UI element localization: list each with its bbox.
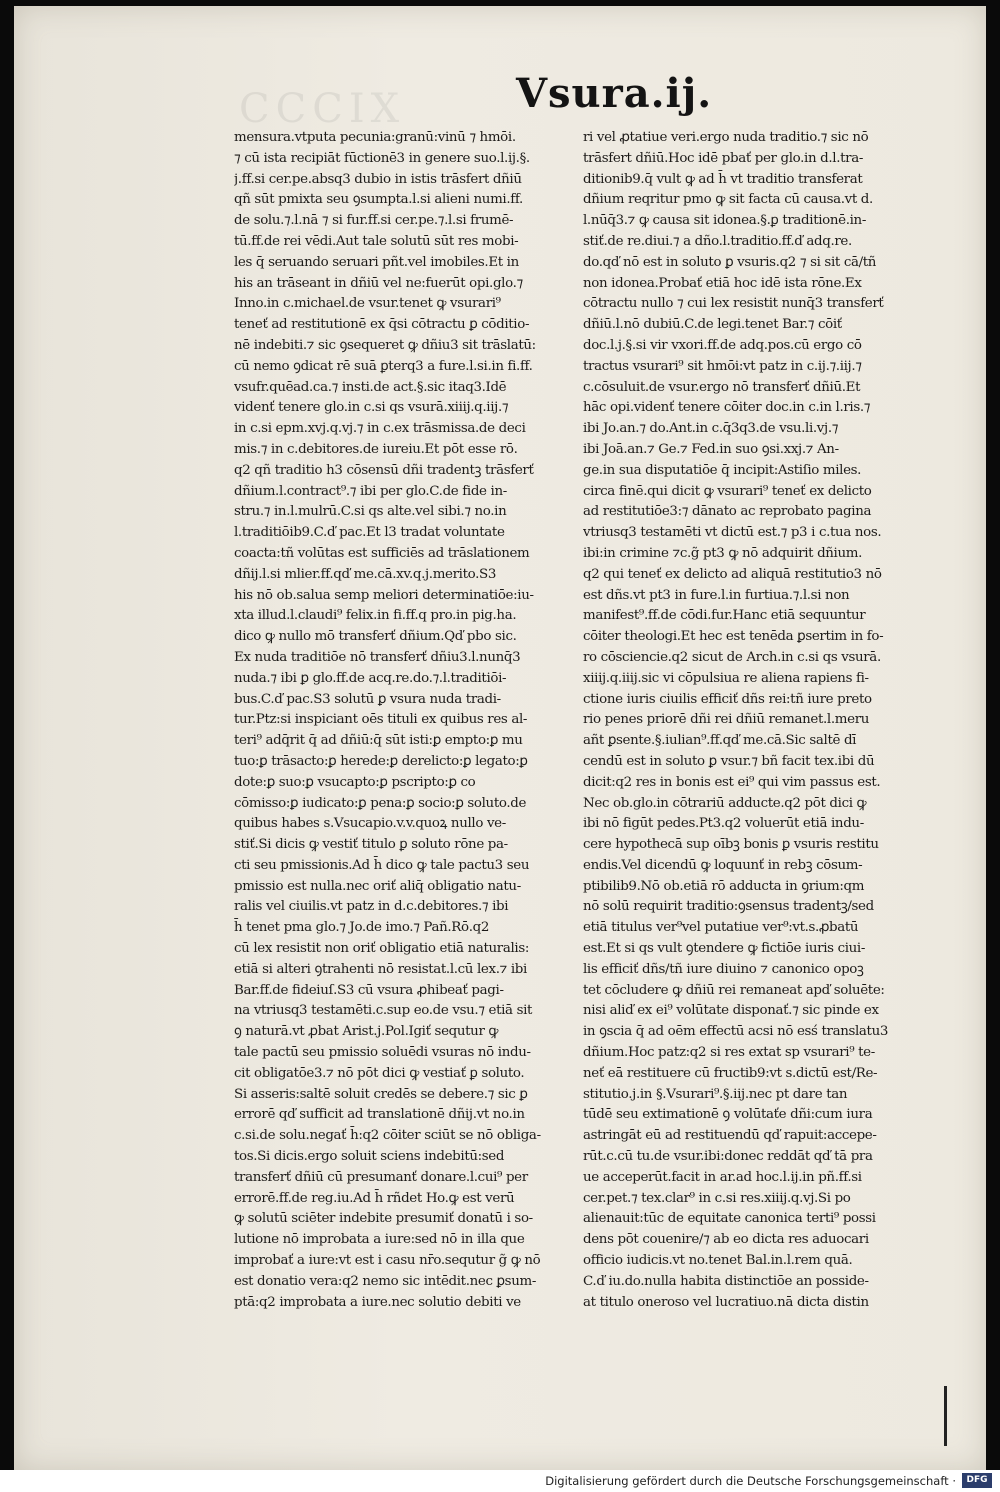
left-column-line: ⁊ cū ista recipiāt fūctionē3 in genere suo.l.ij.§. [234, 150, 530, 166]
left-column-line: j.ff.si cer.pe.absq3 dubio in istis trāsfert dñiū [234, 171, 522, 187]
left-column-line: cti seu pmissionis.Ad h̄ dico ꝙ tale pactu3 seu [234, 857, 530, 873]
right-column-line: hāc opi.videnť tenere cōiter doc.in c.in l.ris.⁊ [583, 400, 871, 416]
right-column-line: xiiij.q.iiij.sic vi cōpulsiua re aliena rapiens fi- [583, 670, 869, 686]
right-column-line: rio penes priorē dñi rei dñiū remanet.l.meru [583, 712, 870, 728]
right-column [583, 128, 938, 1313]
left-column-line: nuda.⁊ ibi ꝑ glo.ff.de acq.re.do.⁊.l.traditiōi- [234, 670, 507, 686]
right-column-line: ibi:in crimine ⁊c.g̃ pt3 ꝙ nō adquirit dñium. [583, 545, 863, 561]
left-column-line: ptā:q2 improbata a iure.nec solutio debiti ve [234, 1294, 521, 1310]
right-column-line: etiā titulus ver⁹vel putatiue ver⁹:vt.s.ꝓbatū [583, 920, 859, 936]
right-column-line: q2 qui teneť ex delicto ad aliquā restitutio3 nō [583, 566, 882, 582]
right-column-line: non idonea.Probať etiā hoc idē ista rōne.Ex [583, 275, 862, 291]
running-header: Vsura.ij. [516, 70, 713, 117]
left-column-line: Si asseris:saltē soluit credēs se debere.⁊ sic ꝑ [234, 1086, 528, 1102]
left-column-line: c.si.de solu.negať h̄:q2 cōiter sciūt se nō obliga- [234, 1128, 541, 1144]
left-column-line: dñij.l.si mlier.ff.qď me.cā.xv.q.j.merito.S3 [234, 566, 497, 582]
right-column-line: ge.in sua disputatiōe q̄ incipit:Astiſio miles. [583, 462, 862, 478]
left-column-line: l.traditiōib9.C.ď pac.Et l3 tradat voluntate [234, 525, 505, 541]
right-column-line: astringāt eū ad restituendū qď rapuit:accepe- [583, 1128, 877, 1144]
right-column-line: ibi nō figūt pedes.Pt3.q2 voluerūt etiā indu- [583, 816, 864, 832]
right-column-line: est.Et si qs vult ꝯtendere ꝙ fictiōe iuris ciui- [583, 941, 866, 957]
right-column-line: doc.l.j.§.si vir vxori.ff.de adq.pos.cū ergo cō [583, 337, 862, 353]
right-column-line: dens pōt couenire/⁊ ab eo dicta res aduocari [583, 1232, 869, 1248]
left-column-line: h̄ tenet pma glo.⁊ Jo.de imo.⁊ Pañ.Rō.q2 [234, 920, 490, 936]
left-column-line: pmissio est nulla.nec oriť aliq̄ obligatio natu- [234, 878, 521, 894]
left-column-line: transferť dñiū cū presumanť donare.l.cui⁹ per [234, 1169, 528, 1185]
right-column-line: nō solū requirit traditio:ꝯsensus tradentꝫ/sed [583, 899, 874, 915]
left-column-line: ralis vel ciuilis.vt patz in d.c.debitores.⁊ ibi [234, 899, 509, 915]
left-column-line: tur.Ptz:si inspiciant oēs tituli ex quibus res al- [234, 712, 528, 728]
right-column-line: cōtractu nullo ⁊ cui lex resistit nunq̄3 transferť [583, 296, 884, 312]
right-column-line: do.qď nō est in soluto ꝑ vsuris.q2 ⁊ si sit cā/tñ [583, 254, 877, 270]
right-column-line: l.nūq̄3.⁊ ꝙ causa sit idonea.§.ꝑ traditionē.in- [583, 213, 867, 229]
right-column-line: officio iudicis.vt no.tenet Bal.in.l.rem quā. [583, 1253, 853, 1269]
right-column-line: dñium.Hoc patz:q2 si res extat sp vsurari⁹ te- [583, 1045, 875, 1061]
right-column-line: cendū est in soluto ꝑ vsur.⁊ bñ facit tex.ibi dū [583, 753, 875, 769]
right-column-line: tractus vsurari⁹ sit hmōi:vt patz in c.ij.⁊.iij.⁊ [583, 358, 862, 374]
left-column-line: teri⁹ adq̄rit q̄ ad dñiū:q̄ sūt isti:ꝑ empto:ꝑ mu [234, 733, 523, 749]
left-column-line: xta illud.l.claudi⁹ felix.in fi.ff.q pro.in pig.ha. [234, 608, 517, 624]
right-column-line: stiť.de re.diui.⁊ a dño.l.traditio.ff.ď adq.re. [583, 233, 852, 249]
right-column-line: vtriusq3 testamēti vt dictū est.⁊ p3 i c.tua nos. [583, 525, 882, 541]
right-column-line: endis.Vel dicendū ꝙ loquunť in rebꝫ cōsum- [583, 857, 863, 873]
left-column-line: stiť.Si dicis ꝙ vestiť titulo ꝑ soluto rōne pa- [234, 837, 508, 853]
left-column-line: Bar.ff.de fideiuſ.S3 cū vsura ꝓhibeať pagi- [234, 982, 504, 998]
left-column-line: tale pactū seu pmissio soluēdi vsuras nō indu- [234, 1045, 531, 1061]
right-column-line: ctione iuris ciuilis efficiť dñs rei:tñ iure preto [583, 691, 872, 707]
right-column-line: alienauit:tūc de equitate canonica terti⁹ possi [583, 1211, 876, 1227]
right-column-line: cōiter theologi.Et hec est tenēda ꝑsertim in fo- [583, 629, 884, 645]
right-column-line: trāsfert dñiū.Hoc idē pbať per glo.in d.l.tra- [583, 150, 864, 166]
left-column-line: teneť ad restitutionē ex q̄si cōtractu ꝑ cōditio- [234, 317, 530, 333]
left-column-line: errorē qď sufficit ad translationē dñij.vt no.in [234, 1107, 525, 1123]
left-column-line: tū.ff.de rei vēdi.Aut tale solutū sūt res mobi- [234, 233, 519, 249]
left-column-line: Ex nuda traditiōe nō transferť dñiu3.l.nunq̄3 [234, 649, 521, 665]
right-column-line: at titulo oneroso vel lucratiuo.nā dicta distin [583, 1294, 869, 1310]
left-column-line: na vtriusq3 testamēti.c.sup eo.de vsu.⁊ etiā sit [234, 1003, 533, 1019]
right-column-line: in ꝯscia q̄ ad oēm effectū acsi nō esś translatu3 [583, 1024, 889, 1040]
right-column-line: nisi aliď ex ei⁹ volūtate disponať.⁊ sic pinde ex [583, 1003, 879, 1019]
left-column-line: dote:ꝑ suo:ꝑ vsucapto:ꝑ pscripto:ꝑ co [234, 774, 476, 790]
left-column-line: Inno.in c.michael.de vsur.tenet ꝙ vsurari⁹ [234, 296, 501, 312]
left-column-line: dñium.l.contract⁹.⁊ ibi per glo.C.de fide in- [234, 483, 507, 499]
footer-bar [0, 1470, 1000, 1492]
right-column-line: ibi Joā.an.⁊ Ge.⁊ Fed.in suo ꝯsi.xxj.⁊ An- [583, 441, 839, 457]
right-column-line: ue acceperūt.facit in ar.ad hoc.l.ij.in pñ.ff.si [583, 1169, 862, 1185]
right-column-line: lis efficiť dñs/tñ iure diuino ⁊ canonico opoꝫ [583, 961, 864, 977]
left-column-line: cū lex resistit non oriť obligatio etiā naturalis: [234, 941, 530, 957]
left-column-line: ꝯ naturā.vt ꝓbat Arist.j.Pol.Igiť sequtur ꝙ [234, 1024, 499, 1040]
left-column-line: cū nemo ꝯdicat rē suā ꝑterq3 a fure.l.si.in fi.ff. [234, 358, 533, 374]
right-column-line: C.ď iu.do.nulla habita distinctiōe an posside- [583, 1273, 869, 1289]
book-page [14, 6, 986, 1470]
right-column-line: circa finē.qui dicit ꝙ vsurari⁹ teneť ex delicto [583, 483, 872, 499]
left-column-line: mis.⁊ in c.debitores.de iureiu.Et pōt esse rō. [234, 441, 518, 457]
left-column-line: vsufr.quēad.ca.⁊ insti.de act.§.sic itaq3.Idē [234, 379, 507, 395]
right-column-line: stitutio.j.in §.Vsurari⁹.§.iij.nec pt dare tan [583, 1086, 848, 1102]
right-column-line: est dñs.vt pt3 in fure.l.in furtiua.⁊.l.si non [583, 587, 850, 603]
right-column-line: neť eā restituere cū fructib9:vt s.dictū est/Re- [583, 1065, 878, 1081]
dfg-logo: DFG [962, 1473, 992, 1488]
right-column-line: ri vel ꝓtatiue veri.ergo nuda traditio.⁊ sic nō [583, 130, 869, 145]
left-column-line: cit obligatōe3.⁊ nō pōt dici ꝙ vestiať ꝑ soluto. [234, 1065, 525, 1081]
bleed-through-folio: CCCIX [239, 86, 406, 132]
left-column-line: videnť tenere glo.in c.si qs vsurā.xiiij.q.iij.⁊ [234, 400, 509, 416]
left-column-line: in c.si epm.xvj.q.vj.⁊ in c.ex trāsmissa.de deci [234, 421, 526, 437]
left-column-line: tos.Si dicis.ergo soluit sciens indebitū:sed [234, 1149, 505, 1165]
left-column-line: stru.⁊ in.l.mulrū.C.si qs alte.vel sibi.⁊ no.in [234, 504, 507, 520]
left-column-line: ꝙ solutū sciēter indebite presumiť donatū i so- [234, 1211, 533, 1227]
right-column-line: añt ꝑsente.§.iulian⁹.ff.qď me.cā.Sic saltē dī [583, 733, 857, 749]
left-column-line: mensura.vtputa pecunia:granū:vinū ⁊ hmōi. [234, 130, 516, 145]
right-column-line: tet cōcludere ꝙ dñiū rei remaneat apď soluēte: [583, 982, 885, 998]
right-column-line: manifest⁹.ff.de cōdi.fur.Hanc etiā sequuntur [583, 608, 866, 624]
right-column-line: rūt.c.cū tu.de vsur.ibi:donec reddāt qď tā pra [583, 1149, 873, 1165]
left-column-line: les q̄ seruando seruari pñt.vel imobiles.Et in [234, 254, 519, 270]
left-column-line: nē indebiti.⁊ sic ꝯsequeret ꝙ dñiu3 sit trāslatū: [234, 337, 536, 353]
left-column-line: coacta:tñ volūtas est sufficiēs ad trāslationem [234, 545, 530, 561]
right-column-line: cere hypothecā sup oībꝫ bonis ꝑ vsuris restitu [583, 837, 879, 853]
right-column-line: ro cōsciencie.q2 sicut de Arch.in c.si qs vsurā. [583, 649, 881, 665]
left-column-line: bus.C.ď pac.S3 solutū ꝑ vsura nuda tradi- [234, 691, 501, 707]
left-column-line: de solu.⁊.l.nā ⁊ si fur.ff.si cer.pe.⁊.l.si frumē- [234, 213, 514, 229]
right-column-line: tūdē seu extimationē ꝯ volūtaťe dñi:cum iura [583, 1107, 873, 1123]
right-column-line: ad restitutiōe3:⁊ dānato ac reprobato pagina [583, 504, 872, 520]
left-column-line: his an trāseant in dñiū vel ne:fuerūt opi.glo.⁊ [234, 275, 523, 291]
right-column-line: Nec ob.glo.in cōtrariū adducte.q2 pōt dici ꝙ [583, 795, 867, 811]
right-column-line: ditionib9.q̄ vult ꝙ ad h̄ vt traditio transferat [583, 171, 863, 187]
left-column-line: quibus habes s.Vsucapio.v.v.quoꝝ nullo ve- [234, 816, 506, 832]
left-column-line: improbať a iure:vt est i casu nr̄o.sequtur g̃ ꝙ nō [234, 1253, 541, 1269]
left-column-line: his nō ob.salua semp meliori determinatiōe:iu- [234, 587, 534, 603]
left-column-line: cōmisso:ꝑ iudicato:ꝑ pena:ꝑ socio:ꝑ soluto.de [234, 795, 527, 811]
left-column-line: tuo:ꝑ trāsacto:ꝑ herede:ꝑ derelicto:ꝑ legato:ꝑ [234, 753, 528, 769]
page-edge-mark [944, 1386, 947, 1446]
left-column-line: qñ sūt pmixta seu ꝯsumpta.l.si alieni numi.ff. [234, 192, 523, 208]
right-column-line: cer.pet.⁊ tex.clar⁹ in c.si res.xiiij.q.vj.Si po [583, 1190, 851, 1206]
footer-credit: Digitalisierung gefördert durch die Deutsche Forschungsgemeinschaft · [545, 1474, 956, 1488]
right-column-line: c.cōsuluit.de vsur.ergo nō transferť dñiū.Et [583, 379, 861, 395]
left-column-line: etiā si alteri ꝯtrahenti nō resistat.l.cū lex.⁊ ibi [234, 961, 527, 977]
left-column-line: lutione nō improbata a iure:sed nō in illa que [234, 1232, 525, 1248]
right-column-line: dñium reqritur pmo ꝙ sit facta cū causa.vt d. [583, 192, 873, 208]
right-column-line: dñiū.l.nō dubiū.C.de legi.tenet Bar.⁊ cōiť [583, 317, 842, 333]
right-column-line: ptibilib9.Nō ob.etiā rō adducta in ꝯrium:qm [583, 878, 865, 894]
right-column-line: dicit:q2 res in bonis est ei⁹ qui vim passus est. [583, 774, 881, 790]
right-column-line: ibi Jo.an.⁊ do.Ant.in c.q̄3q3.de vsu.li.vj.⁊ [583, 421, 839, 437]
left-column [234, 128, 574, 1313]
left-column-line: errorē.ff.de reg.iu.Ad h̄ rñdet Ho.ꝙ est verū [234, 1190, 515, 1206]
left-column-line: est donatio vera:q2 nemo sic intēdit.nec ꝑsum- [234, 1273, 536, 1289]
left-column-line: q2 qñ traditio h3 cōsensū dñi tradentꝫ trāsferť [234, 462, 534, 478]
left-column-line: dico ꝙ nullo mō transferť dñium.Qď pbo sic. [234, 629, 517, 645]
